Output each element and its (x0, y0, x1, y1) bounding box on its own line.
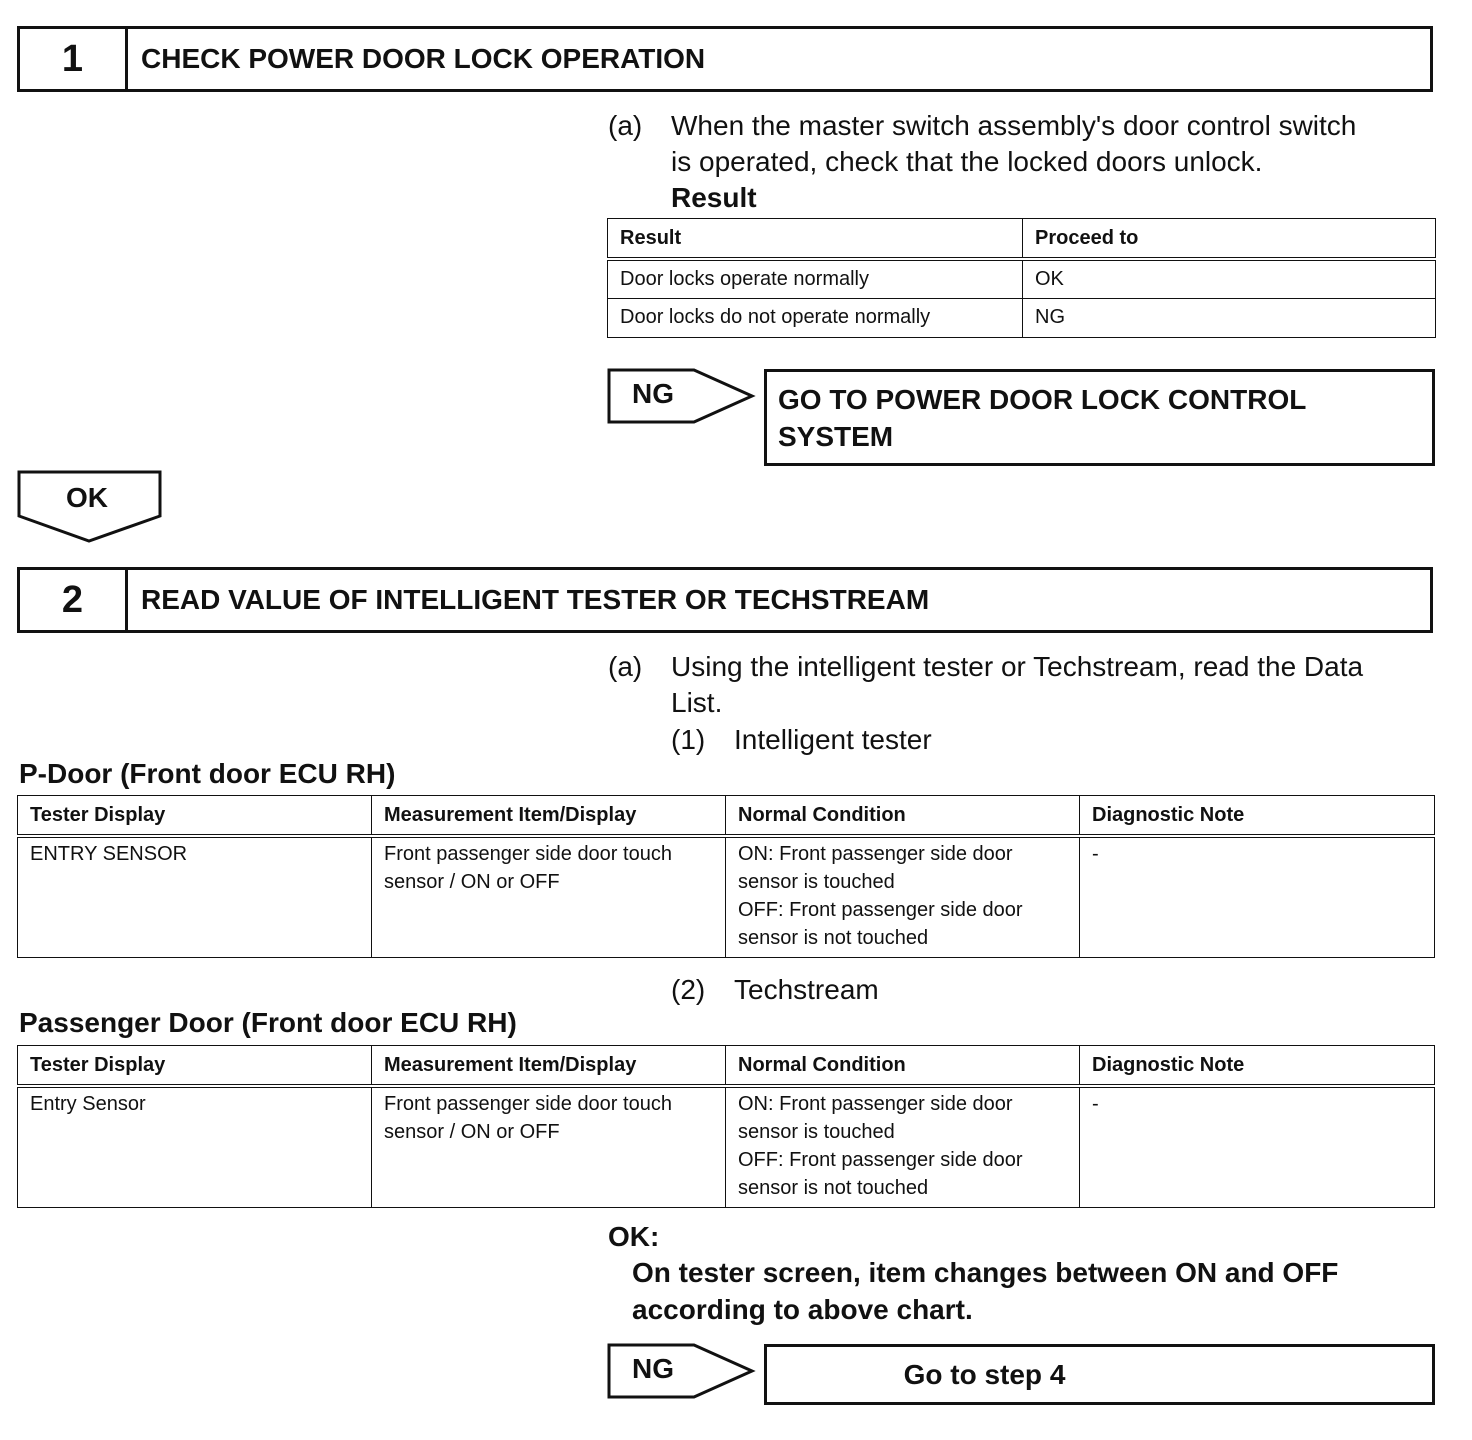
table-cell: Entry Sensor (18, 1086, 372, 1207)
ng-label: NG (632, 378, 674, 409)
table-cell: NG (1023, 298, 1436, 337)
step-title: CHECK POWER DOOR LOCK OPERATION (141, 43, 706, 74)
sub-step-label: (2) (671, 974, 706, 1005)
column-header: Tester Display (18, 796, 372, 837)
column-header: Measurement Item/Display (372, 796, 726, 837)
cell-line: sensor is not touched (738, 1177, 929, 1199)
step-title: READ VALUE OF INTELLIGENT TESTER OR TECHSTREAM (141, 584, 930, 615)
table-cell: - (1080, 1086, 1435, 1207)
instruction-label: (a) (608, 110, 643, 141)
instruction-line: Using the intelligent tester or Techstream, read the Data (671, 651, 1364, 682)
table-row (18, 1086, 1435, 1207)
cell-line: OFF: Front passenger side door (738, 899, 1023, 921)
table-title: Passenger Door (Front door ECU RH) (19, 1007, 517, 1038)
ng-target-box (764, 1344, 1435, 1405)
instruction-line: is operated, check that the locked doors unlock. (671, 146, 1263, 177)
cell-line: Front passenger side door touch (384, 843, 672, 865)
cell-line: sensor is touched (738, 1121, 895, 1143)
ok-criteria-line: according to above chart. (632, 1294, 973, 1325)
data-list-table (17, 1045, 1435, 1208)
column-header: Diagnostic Note (1080, 796, 1435, 837)
sub-step-text: Techstream (734, 974, 879, 1005)
table-title: P-Door (Front door ECU RH) (19, 758, 396, 789)
ok-label: OK (66, 482, 108, 513)
table-cell: Door locks do not operate normally (608, 298, 1023, 337)
step-2-header (17, 567, 1433, 633)
cell-line: ON: Front passenger side door (738, 1093, 1013, 1115)
column-header: Diagnostic Note (1080, 1046, 1435, 1087)
cell-line: ON: Front passenger side door (738, 843, 1013, 865)
column-header: Proceed to (1023, 219, 1436, 260)
table-cell (372, 1086, 726, 1207)
ng-target-text: SYSTEM (778, 421, 894, 452)
instruction-label: (a) (608, 651, 643, 682)
cell-line: Front passenger side door touch (384, 1093, 672, 1115)
ng-arrow-icon (606, 367, 758, 427)
instruction-line: List. (671, 687, 723, 718)
sub-step-text: Intelligent tester (734, 724, 932, 755)
column-header: Result (608, 219, 1023, 260)
table-row (608, 298, 1436, 337)
result-heading: Result (671, 182, 757, 213)
table-row (18, 836, 1435, 957)
instruction-line: When the master switch assembly's door control switch (671, 110, 1357, 141)
cell-line: sensor is not touched (738, 927, 929, 949)
cell-line: OFF: Front passenger side door (738, 1149, 1023, 1171)
ng-target-box (764, 369, 1435, 466)
column-header: Normal Condition (726, 1046, 1080, 1087)
table-cell (726, 836, 1080, 957)
column-header: Tester Display (18, 1046, 372, 1087)
result-table (607, 218, 1436, 338)
cell-line: sensor / ON or OFF (384, 1121, 560, 1143)
table-row (608, 259, 1436, 298)
ok-criteria-line: On tester screen, item changes between ON and OFF (632, 1257, 1339, 1288)
table-cell: - (1080, 836, 1435, 957)
ng-target-text: GO TO POWER DOOR LOCK CONTROL (778, 384, 1307, 415)
ok-heading: OK: (608, 1221, 660, 1252)
step-number: 1 (20, 29, 128, 89)
table-cell: ENTRY SENSOR (18, 836, 372, 957)
ng-label: NG (632, 1353, 674, 1384)
column-header: Measurement Item/Display (372, 1046, 726, 1087)
table-cell (372, 836, 726, 957)
cell-line: sensor is touched (738, 871, 895, 893)
column-header: Normal Condition (726, 796, 1080, 837)
table-cell (726, 1086, 1080, 1207)
step-1-header (17, 26, 1433, 92)
table-cell: OK (1023, 259, 1436, 298)
ng-arrow-icon (606, 1342, 758, 1402)
sub-step-label: (1) (671, 724, 706, 755)
step-number: 2 (20, 570, 128, 630)
table-cell: Door locks operate normally (608, 259, 1023, 298)
cell-line: sensor / ON or OFF (384, 871, 560, 893)
data-list-table (17, 795, 1435, 958)
ng-target-text: Go to step 4 (903, 1359, 1066, 1390)
